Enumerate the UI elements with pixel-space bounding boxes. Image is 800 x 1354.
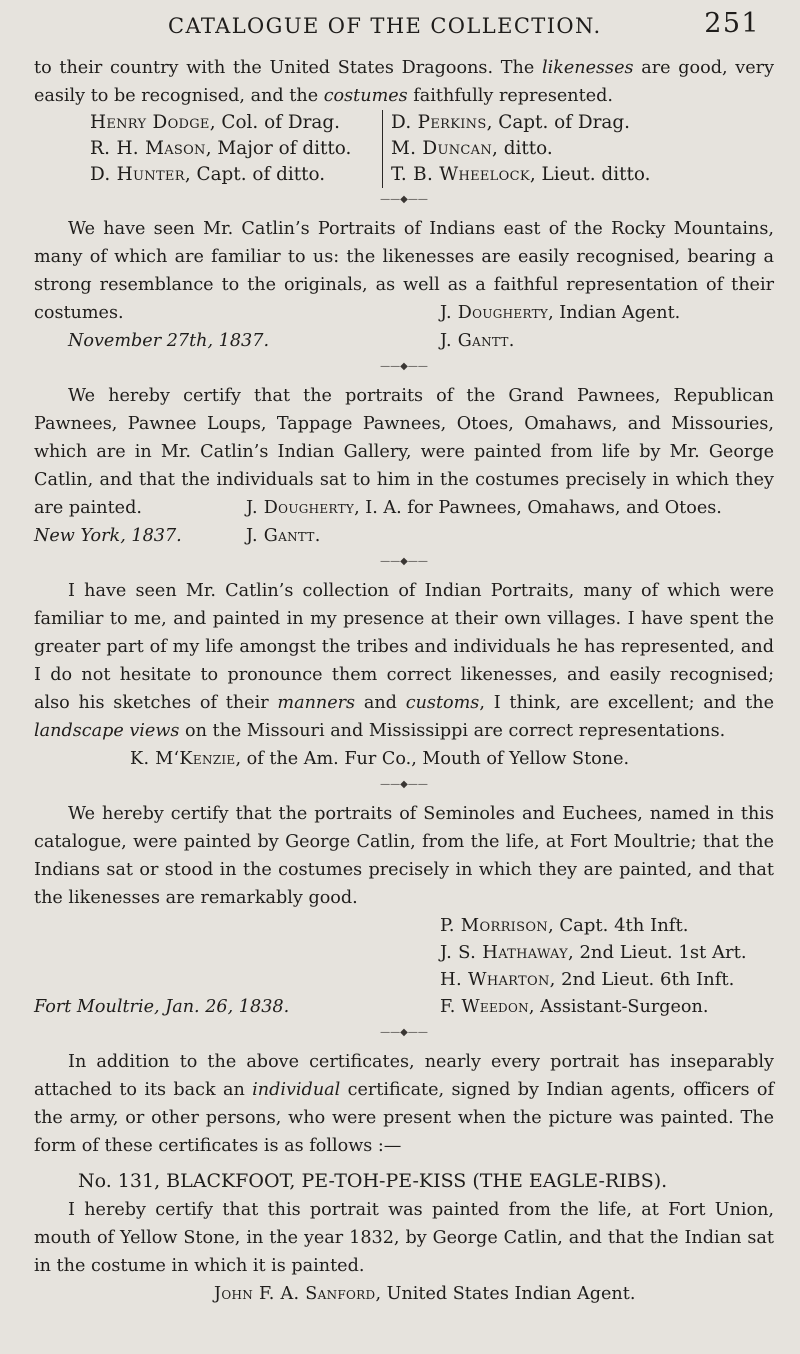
signature-row: Fort Moultrie, Jan. 26, 1838. F. Weedon, Assistant-Surgeon. [34,997,709,1017]
page-number: 251 [704,8,760,39]
certificate-form-intro: In addition to the above certificates, nearly every portrait has inseparably attached to its back an individual certificate, signed by Indian agents, officers of the army, or other persons, who were present when the picture was painted. The form of these certificates is as follows :— [34,1052,774,1156]
certificate-form-text: I hereby certify that this portrait was painted from the life, at Fort Union, mouth of Yellow Stone, in the year 1832, by George Catlin, and that the Indian sat in the costume in which it is painted. [34,1200,774,1276]
signature-row: New York, 1837. J. Gantt. [34,526,321,546]
running-header [168,6,760,46]
section-divider: ——◆—— [380,556,428,567]
sanford-signature: John F. A. Sanford, United States Indian Agent. [214,1284,636,1304]
signers-right-column: D. Perkins, Capt. of Drag. M. Duncan, ditto. T. B. Wheelock, Lieut. ditto. [382,110,650,188]
signature-row: J. Dougherty, Indian Agent. [440,303,681,323]
certificate-seminoles-text: We hereby certify that the portraits of Seminoles and Euchees, named in this catalogue, were painted by George Catlin, from the life, at Fort Moultrie; that the Indians sat or stood in the costumes precisely in which they are painted, and that the likenesses are remarkably good. [34,804,774,908]
signature-row: J. Dougherty, I. A. for Pawnees, Omahaws, and Otoes. [246,498,722,518]
header-title: CATALOGUE OF THE COLLECTION. [168,14,602,38]
dragoon-signers [90,110,774,188]
signature-row: November 27th, 1837. J. Gantt. [68,331,515,351]
section-divider: ——◆—— [380,194,428,205]
body-text [34,54,774,1308]
seminole-signers: P. Morrison, Capt. 4th Inft. J. S. Hathaway, 2nd Lieut. 1st Art. H. Wharton, 2nd Lieut. 6th Inft. [440,915,747,990]
signers-left-column: Henry Dodge, Col. of Drag. R. H. Mason, Major of ditto. D. Hunter, Capt. of ditto. [90,112,352,185]
section-divider: ——◆—— [380,1027,428,1038]
certificate-mckenzie-text: I have seen Mr. Catlin’s collection of Indian Portraits, many of which were familiar to me, and painted in my presence at their own villages. I have spent the greater part of my life amongst the tribes and individuals he has represented, and I do not hesitate to pronounce them correct likenesses, and easily recognised; also his sketches of their manners and customs, I think, are excellent; and the landscape views on the Missouri and Mississippi are correct representations. [34,581,774,741]
section-divider: ——◆—— [380,779,428,790]
certificate-dragoons-text: to their country with the United States Dragoons. The likenesses are good, very easily to be recognised, and the costumes faithfully represented. [34,58,775,106]
certificate-rocky-mountains-text: We have seen Mr. Catlin’s Portraits of Indians east of the Rocky Mountains, many of which are familiar to us: the likenesses are easily recognised, bearing a strong resemblance to the originals, as well as a faithful representation of their costumes. [34,219,774,323]
entry-title: No. 131, BLACKFOOT, PE-TOH-PE-KISS (THE EAGLE-RIBS). [78,1170,668,1192]
mckenzie-signature: K. M‘Kenzie, of the Am. Fur Co., Mouth of Yellow Stone. [130,749,630,769]
certificate-pawnees-text: We hereby certify that the portraits of the Grand Pawnees, Republican Pawnees, Pawnee Loups, Tappage Pawnees, Otoes, Omahaws, and Missouries, which are in Mr. Catlin’s Indian Gallery, were painted from life by Mr. George Catlin, and that the individuals sat to him in the costumes precisely in which they are painted. [34,386,774,518]
section-divider: ——◆—— [380,361,428,372]
